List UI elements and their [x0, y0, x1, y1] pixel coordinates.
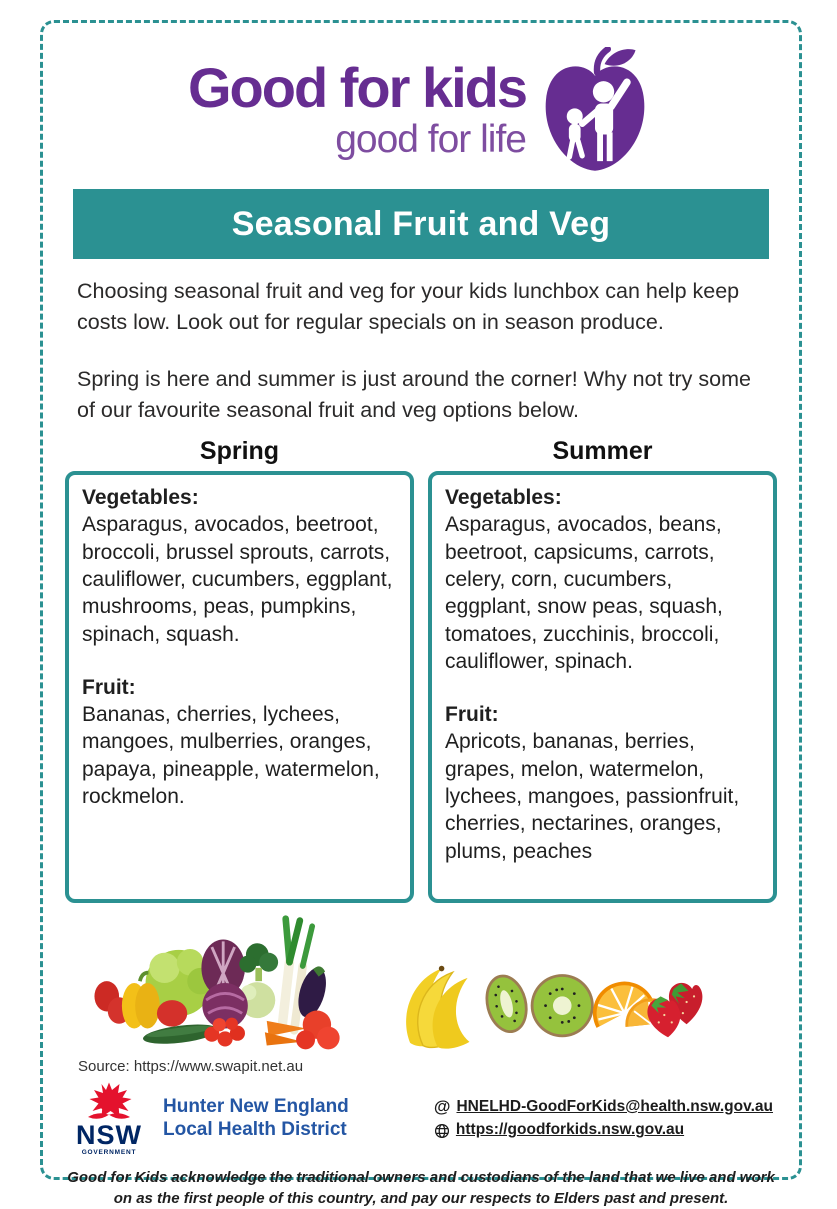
summer-box — [428, 471, 777, 903]
nsw-caption: GOVERNMENT — [81, 1148, 137, 1156]
spring-fruit-label: Fruit: — [82, 675, 136, 699]
summer-heading: Summer — [552, 437, 653, 466]
image-source-text: Source: https://www.swapit.net.au — [78, 1058, 304, 1076]
acknowledgement-text: Good for Kids acknowledge the traditional owners and custodians of the land that we live and work on as the first people of this country, and pay our respects to Elders past and present. — [67, 1168, 775, 1207]
title-banner — [73, 189, 769, 259]
logo-title: Good for kids — [188, 56, 526, 119]
globe-icon — [434, 1123, 450, 1139]
fruit-image — [387, 937, 731, 1055]
health-district-name — [163, 1095, 349, 1143]
district-line-2: Local Health District — [163, 1119, 347, 1141]
district-line-1: Hunter New England — [163, 1095, 349, 1117]
spring-column — [65, 437, 414, 903]
email-at-icon: @ — [433, 1096, 451, 1116]
season-columns — [65, 437, 777, 903]
spring-vegetables-label: Vegetables: — [82, 486, 199, 510]
vegetables-image — [77, 913, 341, 1055]
contact-block — [434, 1095, 773, 1142]
waratah-icon — [85, 1081, 133, 1123]
produce-images — [77, 913, 799, 1055]
spring-heading: Spring — [199, 437, 280, 466]
spring-fruit-list: Bananas, cherries, lychees, mangoes, mulberries, oranges, papaya, pineapple, watermelon, rockmelon. — [82, 703, 380, 809]
website-link[interactable]: https://goodforkids.nsw.gov.au — [455, 1121, 685, 1139]
summer-fruit-label: Fruit: — [445, 703, 499, 727]
intro-paragraph-1: Choosing seasonal fruit and veg for your kids lunchbox can help keep costs low. Look out for regular specials on in season produce. — [77, 279, 740, 334]
logo-text — [188, 56, 526, 162]
intro-paragraph-2: Spring is here and summer is just around the corner! Why not try some of our favourite seasonal fruit and veg options below. — [77, 367, 751, 422]
flyer-page-border — [40, 20, 802, 1207]
website-row — [434, 1119, 773, 1141]
summer-column — [428, 437, 777, 903]
nsw-acronym: NSW — [76, 1120, 142, 1151]
email-link[interactable]: HNELHD-GoodForKids@health.nsw.gov.au — [456, 1097, 773, 1115]
good-for-kids-logo — [43, 47, 799, 175]
summer-fruit-list: Apricots, bananas, berries, grapes, melon, watermelon, lychees, mangoes, passionfruit, cherries, nectarines, oranges, plums, peaches — [445, 730, 740, 863]
spring-vegetables-list: Asparagus, avocados, beetroot, broccoli, brussel sprouts, carrots, cauliflower, cucumbers, eggplant, mushrooms, peas, pumpkins, spinach, squash. — [82, 513, 393, 646]
summer-vegetables-list: Asparagus, avocados, beans, beetroot, capsicums, carrots, celery, corn, cucumbers, eggplant, snow peas, squash, tomatoes, zucchinis, broccoli, cauliflower, spinach. — [445, 513, 723, 673]
logo-subtitle: good for life — [335, 118, 526, 161]
spring-box — [65, 471, 414, 903]
email-row — [434, 1095, 773, 1120]
footer — [69, 1081, 773, 1156]
nsw-government-logo — [69, 1081, 149, 1156]
page-title: Seasonal Fruit and Veg — [231, 204, 611, 243]
apple-family-logo-icon — [536, 47, 654, 175]
summer-vegetables-label: Vegetables: — [445, 486, 562, 510]
